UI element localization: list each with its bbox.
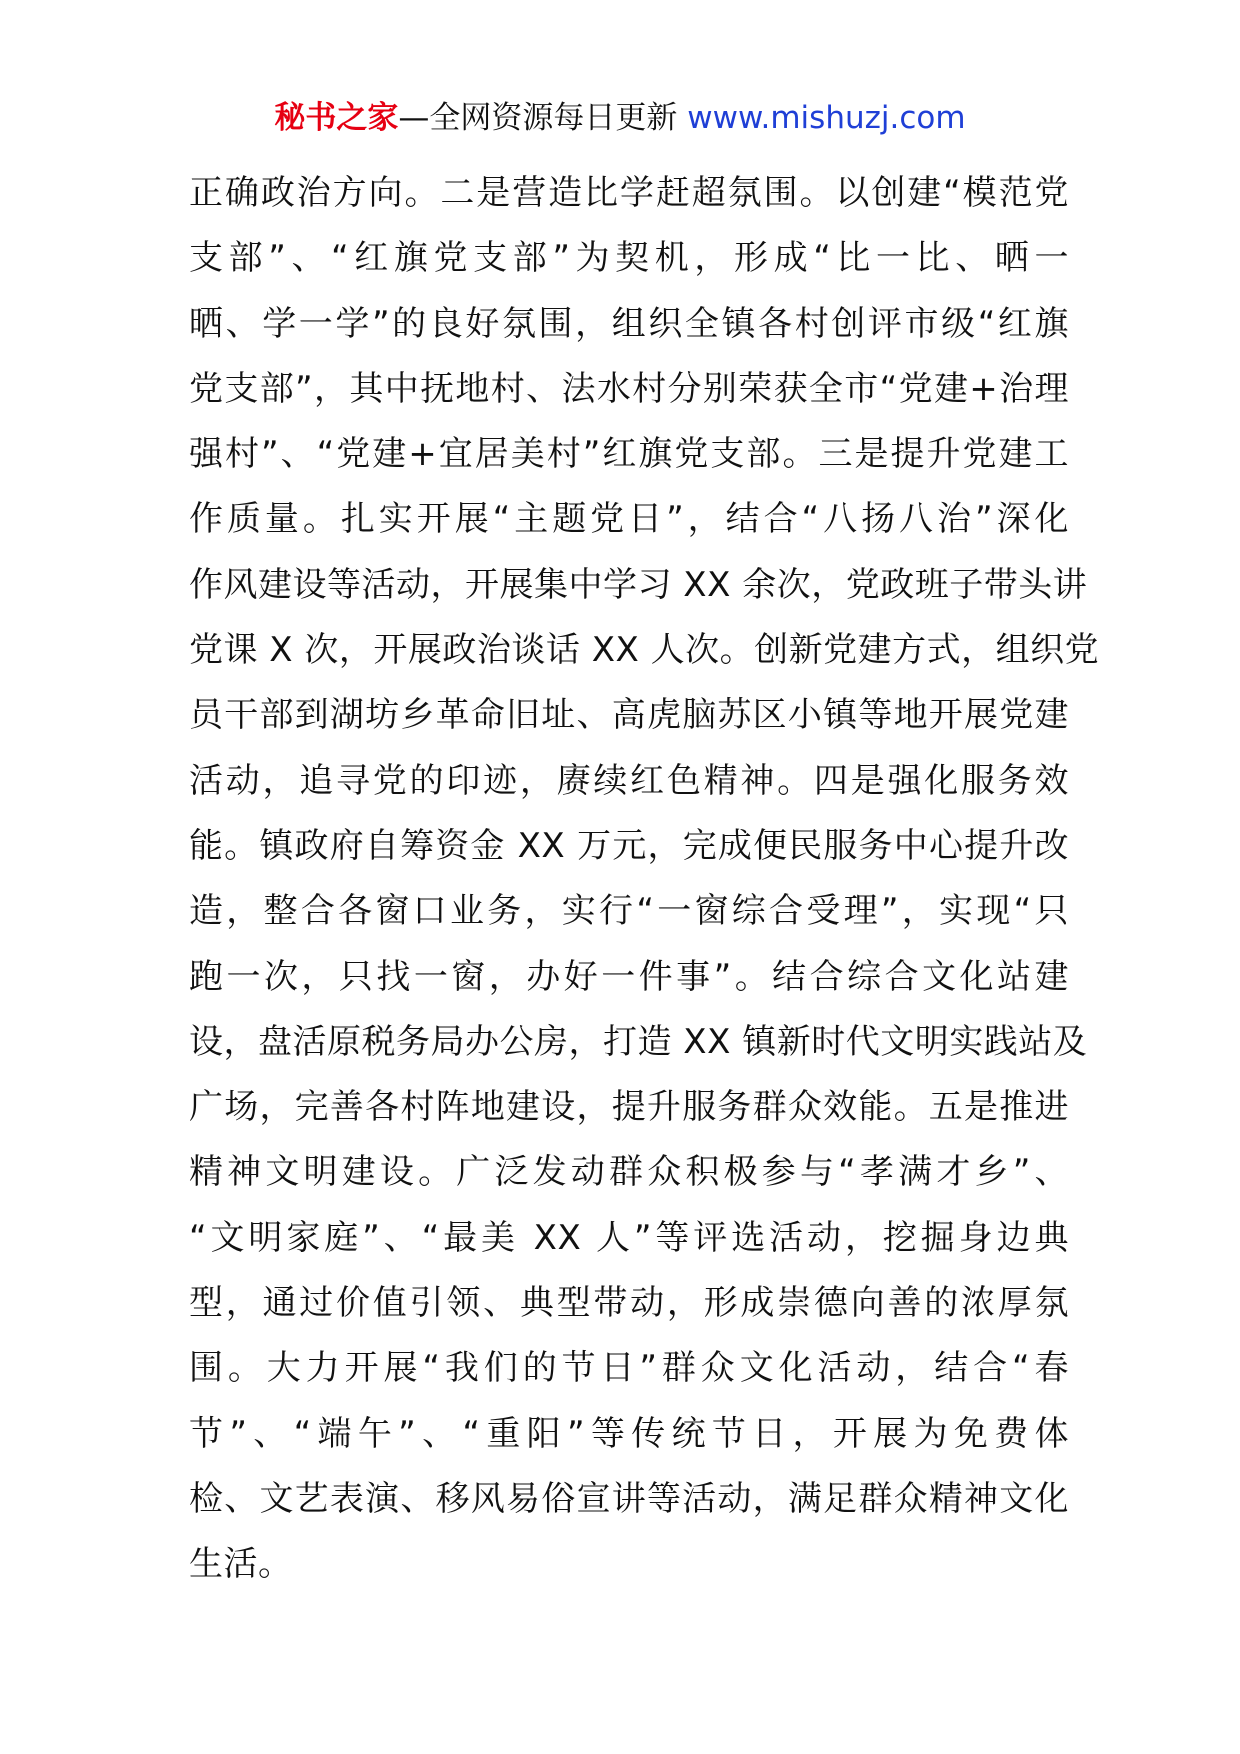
text-line: 设，盘活原税务局办公房，打造 XX 镇新时代文明实践站及 xyxy=(189,1021,1088,1062)
text-line: 强村”、“党建+宜居美村”红旗党支部。三是提升党建工 xyxy=(189,434,1069,475)
document-body xyxy=(189,161,1100,1598)
text-line: 员干部到湖坊乡革命旧址、高虎脑苏区小镇等地开展党建 xyxy=(189,695,1069,736)
text-line: 活动，追寻党的印迹，赓续红色精神。四是强化服务效 xyxy=(189,760,1069,801)
text-line: 党课 X 次，开展政治谈话 XX 人次。创新党建方式，组织党 xyxy=(189,630,1100,671)
text-line: 跑一次，只找一窗，办好一件事”。结合综合文化站建 xyxy=(189,956,1069,997)
text-line: 作风建设等活动，开展集中学习 XX 余次，党政班子带头讲 xyxy=(189,564,1088,605)
text-line: 造，整合各窗口业务，实行“一窗综合受理”，实现“只 xyxy=(189,891,1069,932)
page-header xyxy=(0,96,1240,140)
text-line: “文明家庭”、“最美 XX 人”等评选活动，挖掘身边典 xyxy=(189,1217,1069,1258)
text-line: 节”、“端午”、“重阳”等传统节日，开展为免费体 xyxy=(189,1413,1069,1454)
text-line: 能。镇政府自筹资金 XX 万元，完成便民服务中心提升改 xyxy=(189,825,1069,866)
text-line: 型，通过价值引领、典型带动，形成崇德向善的浓厚氛 xyxy=(189,1283,1069,1324)
text-line: 精神文明建设。广泛发动群众积极参与“孝满才乡”、 xyxy=(189,1152,1069,1193)
text-line: 检、文艺表演、移风易俗宣讲等活动，满足群众精神文化 xyxy=(189,1478,1069,1519)
website-link[interactable]: www.mishuzj.com xyxy=(687,100,966,136)
text-line: 作质量。扎实开展“主题党日”，结合“八扬八治”深化 xyxy=(189,499,1069,540)
text-line: 晒、学一学”的良好氛围，组织全镇各村创评市级“红旗 xyxy=(189,303,1069,344)
text-line: 广场，完善各村阵地建设，提升服务群众效能。五是推进 xyxy=(189,1087,1069,1128)
text-line: 围。大力开展“我们的节日”群众文化活动，结合“春 xyxy=(189,1348,1069,1389)
text-line: 生活。 xyxy=(189,1544,293,1585)
text-line: 党支部”，其中抚地村、法水村分别荣获全市“党建+治理 xyxy=(189,368,1069,409)
header-tagline: —全网资源每日更新 xyxy=(398,100,678,136)
brand-name: 秘书之家 xyxy=(274,100,399,136)
text-line: 正确政治方向。二是营造比学赶超氛围。以创建“模范党 xyxy=(189,173,1069,213)
text-line: 支部”、“红旗党支部”为契机，形成“比一比、晒一 xyxy=(189,238,1069,279)
